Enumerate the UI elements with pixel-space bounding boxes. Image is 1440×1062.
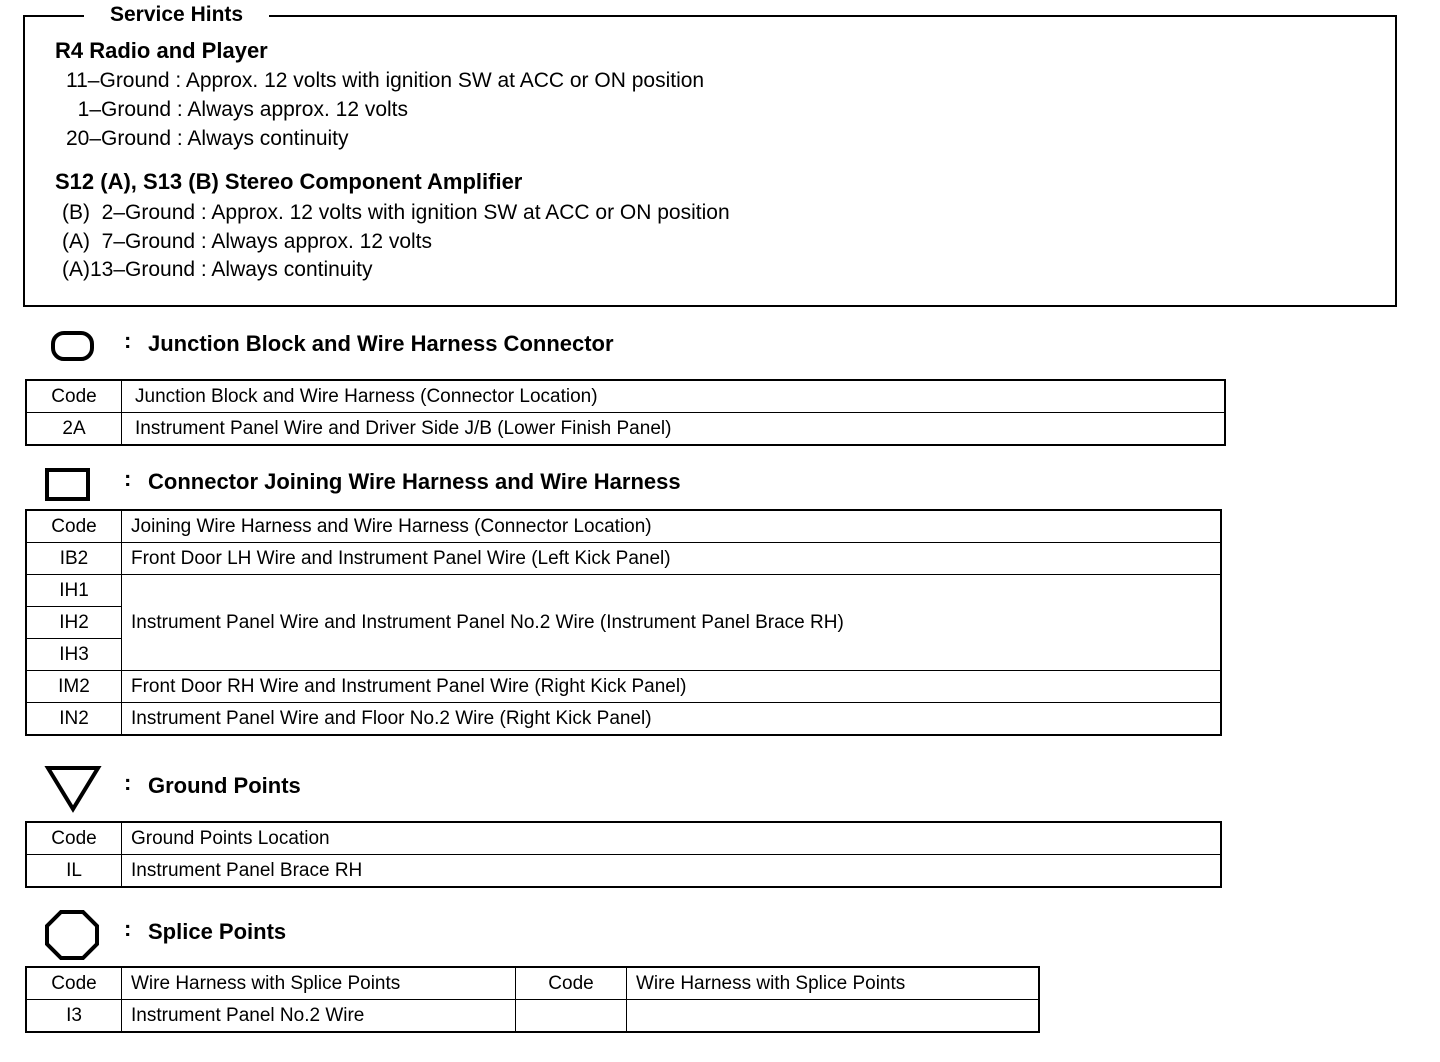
wire-harness-cell: Instrument Panel No.2 Wire xyxy=(122,1000,516,1033)
column-header: Code xyxy=(26,967,122,1000)
connector-table xyxy=(25,509,1222,736)
column-header: Code xyxy=(26,510,122,543)
code-cell: IH1 xyxy=(26,575,122,607)
octagon-icon xyxy=(44,909,100,961)
table-header-row xyxy=(26,380,1225,413)
table-header-row xyxy=(26,510,1221,543)
code-cell: IH3 xyxy=(26,639,122,671)
ground-title: Ground Points xyxy=(148,773,301,798)
r4-hint-3: 20–Ground : Always continuity xyxy=(66,127,349,150)
code-cell: IH2 xyxy=(26,607,122,639)
table-row xyxy=(26,1000,1039,1033)
column-header: Code xyxy=(26,380,122,413)
column-header: Joining Wire Harness and Wire Harness (Connector Location) xyxy=(122,510,1222,543)
s12-hint-2: (A) 7–Ground : Always approx. 12 volts xyxy=(62,230,433,253)
location-cell: Instrument Panel Wire and Floor No.2 Wire (Right Kick Panel) xyxy=(122,703,1222,736)
code-cell: I3 xyxy=(26,1000,122,1033)
splice-title: Splice Points xyxy=(148,919,287,944)
table-row xyxy=(26,413,1225,446)
column-header: Junction Block and Wire Harness (Connector Location) xyxy=(122,380,1226,413)
code-cell xyxy=(516,1000,627,1033)
r4-hint-2: 1–Ground : Always approx. 12 volts xyxy=(66,98,409,121)
table-header-row xyxy=(26,967,1039,1000)
location-cell: Instrument Panel Wire and Instrument Panel No.2 Wire (Instrument Panel Brace RH) xyxy=(122,575,1222,671)
splice-table xyxy=(25,966,1040,1033)
legend-separator: : xyxy=(124,466,132,491)
column-header: Wire Harness with Splice Points xyxy=(627,967,1040,1000)
code-cell: IL xyxy=(26,855,122,888)
code-cell: IM2 xyxy=(26,671,122,703)
service-hints-title: Service Hints xyxy=(84,2,269,28)
column-header: Code xyxy=(516,967,627,1000)
ground-table xyxy=(25,821,1222,888)
column-header: Wire Harness with Splice Points xyxy=(122,967,516,1000)
location-cell: Instrument Panel Brace RH xyxy=(122,855,1222,888)
junction-table xyxy=(25,379,1226,446)
legend-separator: : xyxy=(124,770,132,795)
legend-separator: : xyxy=(124,916,132,941)
code-cell: 2A xyxy=(26,413,122,446)
code-cell: IN2 xyxy=(26,703,122,736)
table-row xyxy=(26,671,1221,703)
column-header: Ground Points Location xyxy=(122,822,1222,855)
r4-hint-1: 11–Ground : Approx. 12 volts with ignition SW at ACC or ON position xyxy=(66,69,705,92)
location-cell: Front Door LH Wire and Instrument Panel Wire (Left Kick Panel) xyxy=(122,543,1222,575)
table-row xyxy=(26,575,1221,607)
table-header-row xyxy=(26,822,1221,855)
wire-harness-cell xyxy=(627,1000,1040,1033)
location-cell: Front Door RH Wire and Instrument Panel Wire (Right Kick Panel) xyxy=(122,671,1222,703)
table-row xyxy=(26,543,1221,575)
table-row xyxy=(26,855,1221,888)
triangle-down-icon xyxy=(44,764,102,814)
junction-title: Junction Block and Wire Harness Connector xyxy=(148,331,614,356)
column-header: Code xyxy=(26,822,122,855)
connector-title: Connector Joining Wire Harness and Wire Harness xyxy=(148,469,681,494)
s12-hint-3: (A)13–Ground : Always continuity xyxy=(62,258,373,281)
s12-hint-1: (B) 2–Ground : Approx. 12 volts with ignition SW at ACC or ON position xyxy=(62,201,730,224)
r4-heading: R4 Radio and Player xyxy=(55,38,268,63)
rectangle-icon xyxy=(44,467,92,503)
legend-separator: : xyxy=(124,328,132,353)
table-row xyxy=(26,703,1221,736)
rounded-rectangle-icon xyxy=(50,330,96,362)
location-cell: Instrument Panel Wire and Driver Side J/B (Lower Finish Panel) xyxy=(122,413,1226,446)
code-cell: IB2 xyxy=(26,543,122,575)
s12-heading: S12 (A), S13 (B) Stereo Component Amplifier xyxy=(55,169,523,194)
